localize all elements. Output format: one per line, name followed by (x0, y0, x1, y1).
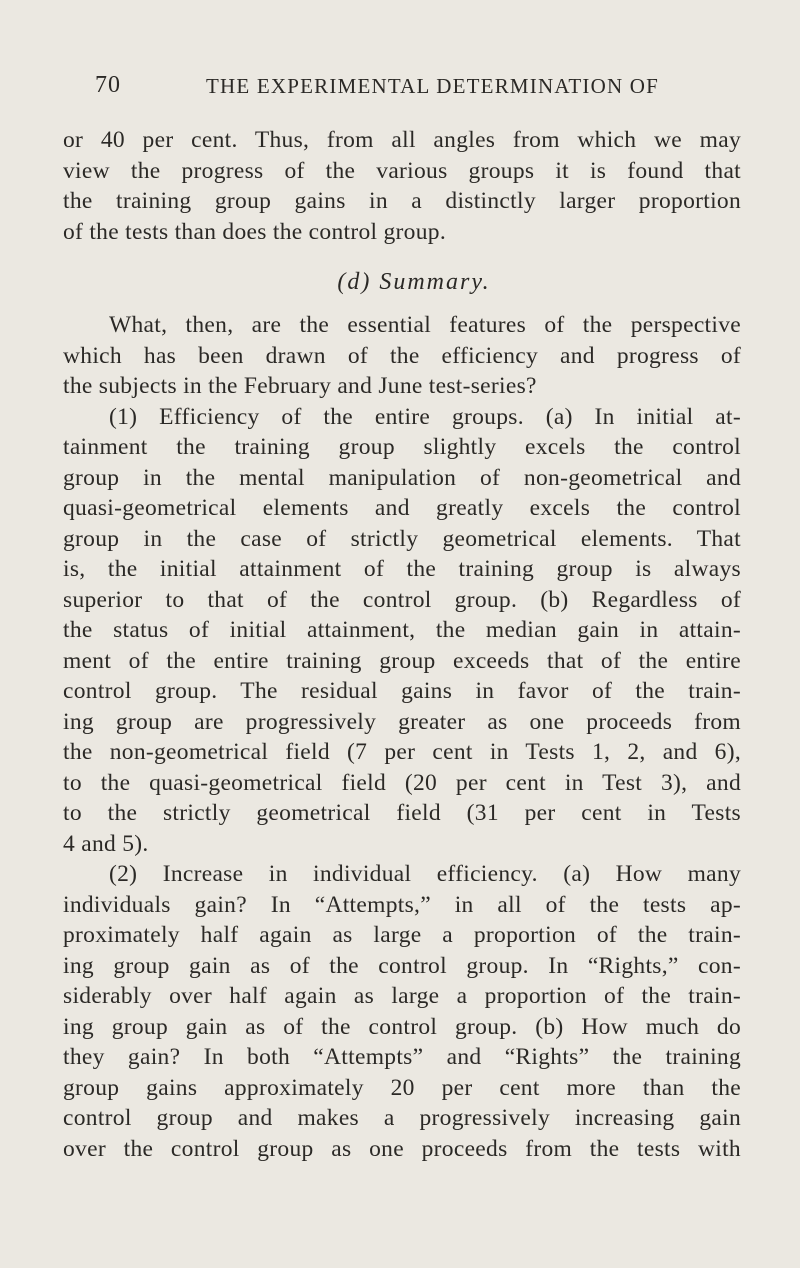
text-line: control group and makes a progressively increasing gain (63, 1105, 741, 1131)
text-line: proximately half again as large a proportion of the train- (63, 922, 741, 948)
paragraph-efficiency-groups (63, 402, 741, 860)
text-line: the training group gains in a distinctly larger proportion (63, 188, 741, 214)
text-line: to the quasi-geometrical field (20 per cent in Test 3), and (63, 769, 741, 796)
text-line: over the control group as one proceeds from the tests with (63, 1135, 741, 1162)
text-line: is, the initial attainment of the training group is always (63, 556, 741, 582)
text-line: group in the mental manipulation of non-geometrical and (63, 464, 741, 491)
text-line: or 40 per cent. Thus, from all angles from which we may (63, 127, 741, 153)
text-line: the subjects in the February and June test-series? (63, 373, 537, 399)
text-line: the non-geometrical field (7 per cent in Tests 1, 2, and 6), (63, 739, 741, 765)
text-line: ing group gain as of the control group. (b) How much do (63, 1013, 741, 1040)
paragraph-question (63, 310, 741, 402)
running-title: THE EXPERIMENTAL DETERMINATION OF (206, 74, 660, 98)
text-line: What, then, are the essential features of the perspective (109, 312, 741, 338)
section-heading: (d) Summary. (337, 269, 491, 295)
text-line: control group. The residual gains in favor of the train- (63, 678, 741, 704)
text-line: ment of the entire training group exceeds that of the entire (63, 647, 741, 674)
text-line: individuals gain? In “Attempts,” in all of the tests ap- (63, 891, 741, 918)
text-line: ing group gain as of the control group. In “Rights,” con- (63, 952, 741, 979)
text-line: quasi-geometrical elements and greatly excels the control (63, 495, 741, 521)
text-line: (2) Increase in individual efficiency. (a) How many (109, 861, 741, 887)
book-page (63, 58, 741, 1164)
text-line: they gain? In both “Attempts” and “Rights” the training (63, 1044, 741, 1070)
paragraph-intro (63, 125, 741, 247)
page-number: 70 (95, 72, 121, 98)
text-line: tainment the training group slightly excels the control (63, 434, 741, 460)
text-line: the status of initial attainment, the median gain in attain- (63, 617, 741, 643)
paragraph-individual-efficiency (63, 859, 741, 1164)
text-line: ing group are progressively greater as one proceeds from (63, 708, 741, 735)
text-line: group gains approximately 20 per cent more than the (63, 1074, 741, 1101)
text-line: view the progress of the various groups it is found that (63, 157, 741, 184)
text-line: of the tests than does the control group. (63, 218, 446, 245)
text-line: siderably over half again as large a proportion of the train- (63, 983, 741, 1009)
text-line: group in the case of strictly geometrical elements. That (63, 525, 741, 552)
running-head (63, 58, 741, 98)
text-line: to the strictly geometrical field (31 per cent in Tests (63, 800, 741, 826)
text-line: superior to that of the control group. (b) Regardless of (63, 586, 741, 613)
text-line: 4 and 5). (63, 830, 149, 857)
text-line: (1) Efficiency of the entire groups. (a) In initial at- (109, 403, 741, 430)
text-line: which has been drawn of the efficiency and progress of (63, 342, 741, 369)
